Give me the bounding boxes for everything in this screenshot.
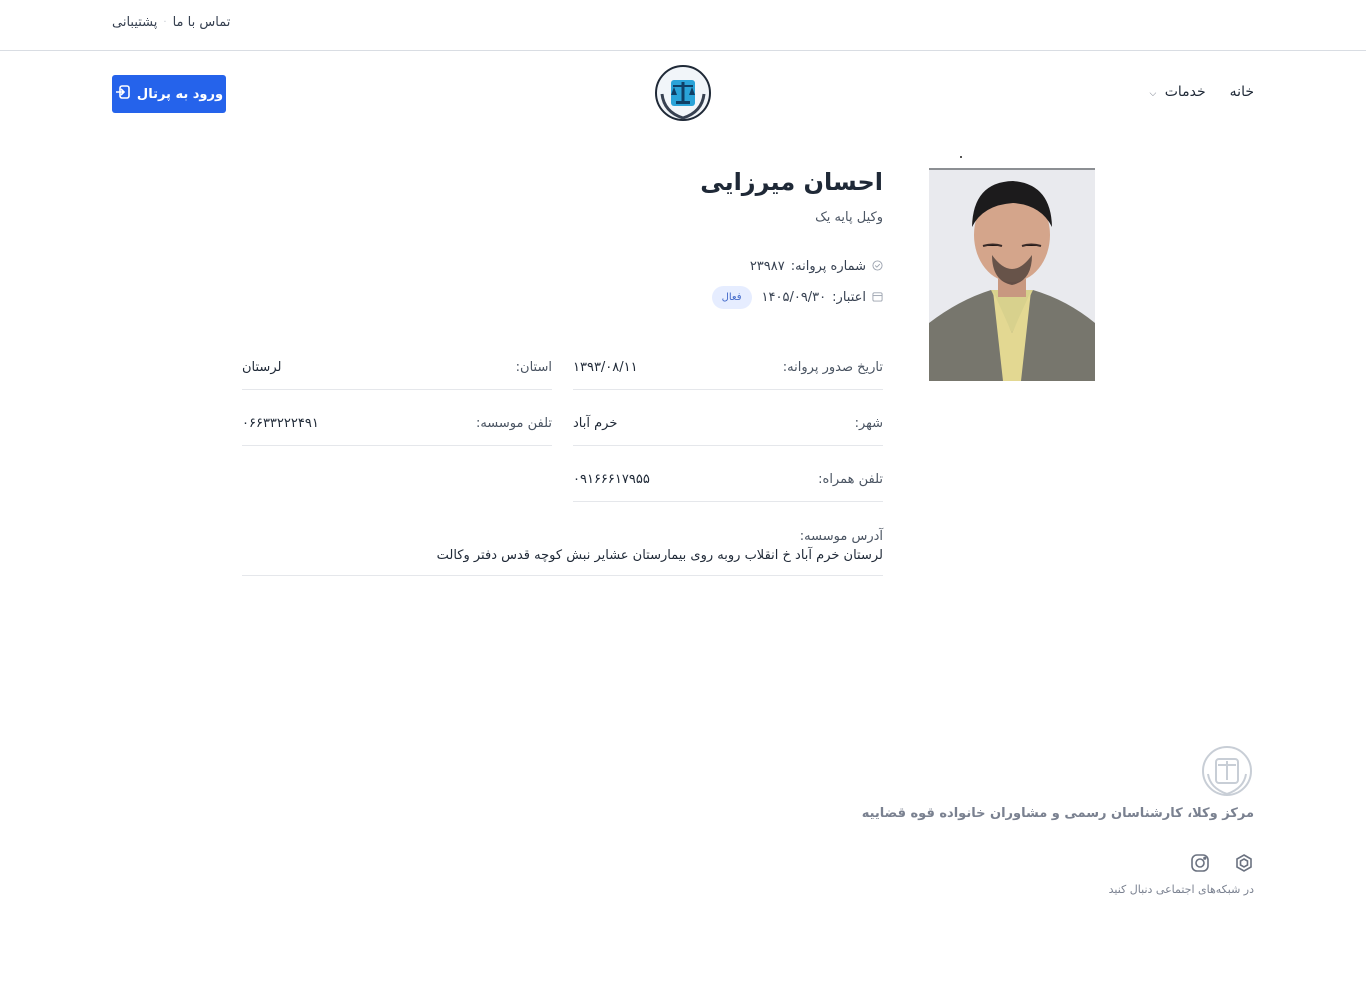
follow-text: در شبکه‌های اجتماعی دنبال کنید: [1108, 883, 1254, 896]
province-row: [242, 346, 552, 390]
support-link[interactable]: پشتیبانی: [112, 15, 158, 30]
issue-date-label: تاریخ صدور پروانه:: [782, 360, 883, 375]
city-value: خرم آباد: [573, 416, 618, 431]
province-value: لرستان: [242, 360, 282, 375]
address-value: لرستان خرم آباد خ انقلاب روبه روی بیمارستان عشایر نبش کوچه قدس دفتر وکالت: [436, 548, 883, 563]
nav-services-label: خدمات: [1164, 84, 1206, 100]
calendar-icon: [872, 291, 883, 305]
address-row: [242, 524, 883, 576]
check-circle-icon: [872, 260, 883, 274]
nav-services[interactable]: [1149, 84, 1205, 100]
address-label: آدرس موسسه:: [799, 529, 883, 544]
city-label: شهر:: [854, 416, 883, 431]
validity-date: ۱۴۰۵/۰۹/۳۰: [761, 290, 827, 305]
mobile-label: تلفن همراه:: [818, 472, 883, 487]
footer-logo: [1200, 744, 1254, 798]
status-badge: فعال: [712, 286, 752, 309]
login-portal-button[interactable]: [112, 75, 226, 113]
lawyer-name: احسان میرزایی: [700, 168, 883, 196]
rubika-icon[interactable]: [1232, 853, 1254, 875]
validity-row: [712, 286, 883, 309]
contact-link[interactable]: تماس با ما: [172, 15, 231, 30]
office-phone-label: تلفن موسسه:: [475, 416, 552, 431]
office-phone-value[interactable]: ۰۶۶۳۳۲۲۲۴۹۱: [242, 416, 319, 431]
login-portal-label: ورود به پرتال: [136, 86, 224, 102]
validity-label: اعتبار:: [832, 290, 866, 305]
office-phone-row: [242, 402, 552, 446]
license-label: شماره پروانه:: [790, 259, 866, 274]
social-links: [1188, 853, 1254, 875]
license-row: [750, 259, 883, 274]
issue-date-value: ۱۳۹۳/۰۸/۱۱: [573, 360, 638, 375]
lawyer-photo: [929, 155, 1095, 381]
instagram-icon[interactable]: [1188, 853, 1210, 875]
license-number: ۲۳۹۸۷: [749, 259, 785, 274]
login-icon: [115, 84, 131, 104]
footer-title: مرکز وکلا، کارشناسان رسمی و مشاوران خانواده قوه قضاییه: [861, 806, 1254, 821]
mobile-row: [573, 458, 883, 502]
city-row: [573, 402, 883, 446]
top-bar: [0, 0, 1366, 51]
chevron-down-icon: ⌵: [1149, 89, 1157, 99]
judiciary-logo[interactable]: [654, 64, 712, 122]
lawyer-rank: وکیل پایه یک: [815, 210, 883, 225]
nav-home[interactable]: خانه: [1229, 84, 1254, 100]
top-links: [112, 15, 230, 30]
main-nav: [1149, 84, 1254, 100]
separator-dot: ·: [163, 17, 167, 28]
issue-date-row: [573, 346, 883, 390]
province-label: استان:: [515, 360, 552, 375]
mobile-value[interactable]: ۰۹۱۶۶۶۱۷۹۵۵: [573, 472, 650, 487]
